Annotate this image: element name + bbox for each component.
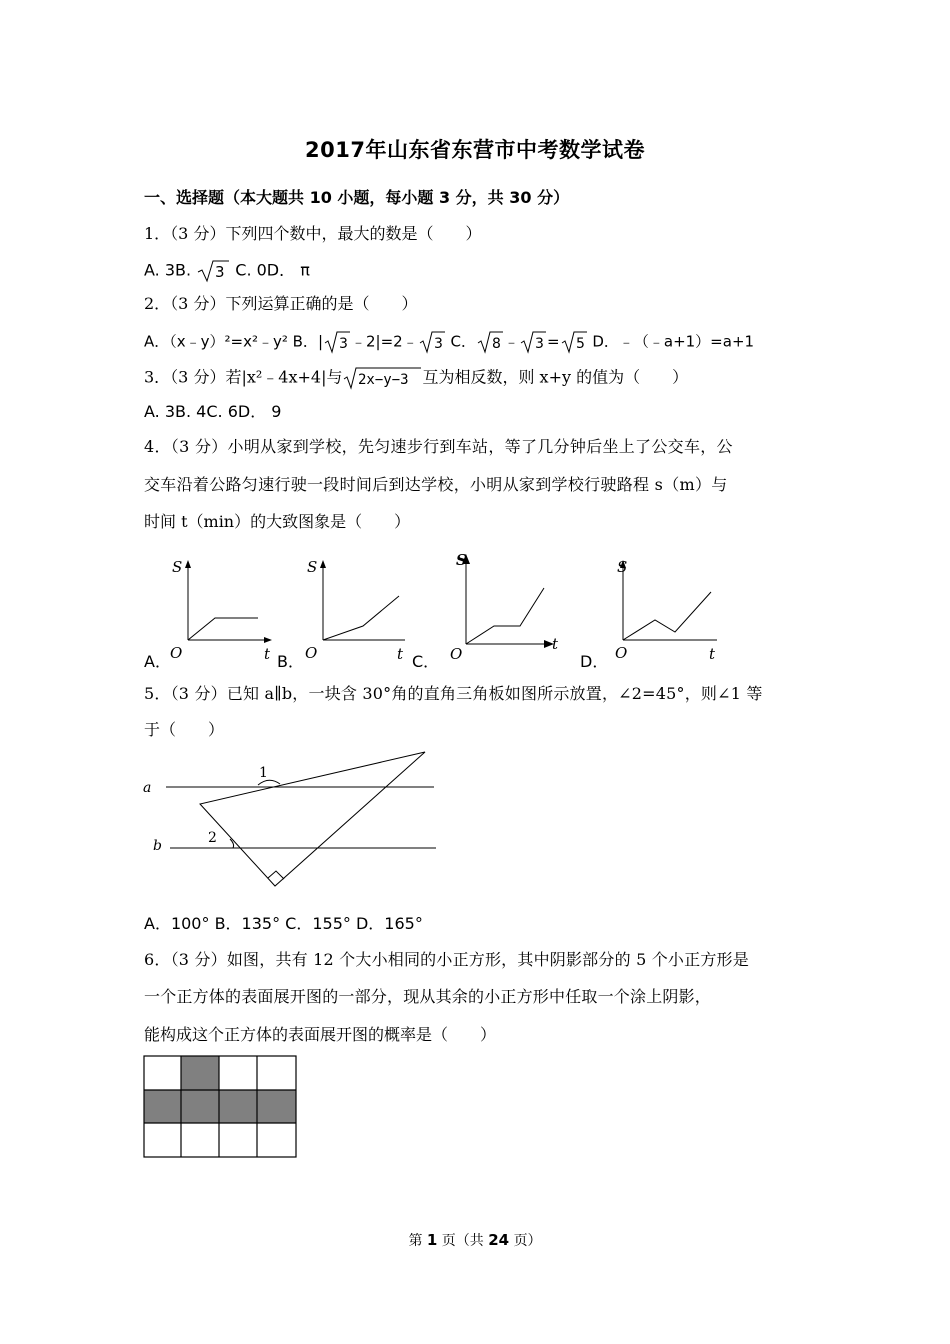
shaded-square <box>144 1090 181 1123</box>
footer-pre: 第 <box>408 1233 423 1249</box>
footer-total-pages: 24 <box>488 1231 510 1249</box>
page-title: 2017年山东省东营市中考数学试卷 <box>305 138 645 162</box>
section-heading: 一、选择题（本大题共 10 小题，每小题 3 分，共 30 分） <box>144 188 570 207</box>
axis-t-label: t <box>264 645 271 663</box>
axis-s-label: S <box>456 551 467 569</box>
question-6-line-1: 6．（3 分）如图，共有 12 个大小相同的小正方形，其中阴影部分的 5 个小正方形是 <box>144 950 749 969</box>
line-a-label: a <box>143 780 152 796</box>
question-4-line-1: 4．（3 分）小明从家到学校，先匀速步行到车站，等了几分钟后坐上了公交车，公 <box>144 437 733 456</box>
abs-close: ﹣2|=2﹣ <box>351 332 418 351</box>
graph-c <box>440 546 565 666</box>
q3-stem-pre: 3．（3 分）若|x²﹣4x+4|与 <box>144 367 343 387</box>
q2-option-d: D．﹣（﹣a+1）=a+1 <box>587 332 755 351</box>
line-b-label: b <box>153 838 162 854</box>
question-2-options <box>144 330 754 354</box>
graph-a <box>160 552 275 667</box>
q2-option-a: A．（x﹣y）²=x²﹣y² B． <box>144 332 318 351</box>
graph-line <box>623 592 711 640</box>
origin-label: O <box>450 645 463 663</box>
shaded-square <box>181 1056 219 1090</box>
origin-label: O <box>615 644 628 662</box>
origin-label: O <box>305 644 318 662</box>
q2-option-c: C． <box>445 332 476 351</box>
abs-open: | <box>317 332 323 351</box>
axis-s-label: S <box>307 558 318 576</box>
q3-stem-post: 互为相反数，则 x+y 的值为（ ） <box>422 367 689 387</box>
q1-option-rest: C. 0D． π <box>235 260 310 280</box>
sqrt-icon <box>418 330 446 354</box>
angle-2-label: 2 <box>208 830 217 846</box>
arrow-icon <box>264 637 272 643</box>
shaded-square <box>181 1090 219 1123</box>
graph-c-label: C． <box>412 652 440 671</box>
question-4-line-3: 时间 t（min）的大致图象是（ ） <box>144 512 411 531</box>
axis-s-label: S <box>172 558 183 576</box>
question-5-line-2: 于（ ） <box>144 720 225 739</box>
triangle-figure <box>138 745 448 895</box>
question-3-stem <box>144 366 688 390</box>
axis-t-label: t <box>709 645 716 663</box>
radicand: 3 <box>534 336 544 352</box>
radicand: 5 <box>575 336 585 352</box>
sqrt-icon <box>476 330 504 354</box>
grid-figure <box>143 1055 299 1159</box>
graph-line <box>466 588 544 644</box>
sqrt-icon <box>560 330 588 354</box>
angle-1-label: 1 <box>259 765 268 781</box>
question-2-stem: 2．（3 分）下列运算正确的是（ ） <box>144 294 418 313</box>
graph-a-label: A． <box>144 652 171 671</box>
minus-sign: ﹣ <box>503 332 519 351</box>
q1-option-a: A. 3B. <box>144 260 192 280</box>
axis-t-label: t <box>552 635 559 653</box>
sqrt-icon <box>196 259 230 283</box>
graph-d <box>605 552 725 667</box>
radicand: 3 <box>433 336 443 352</box>
radicand: 3 <box>215 263 225 281</box>
shaded-square <box>219 1090 257 1123</box>
question-4-line-2: 交车沿着公路匀速行驶一段时间后到达学校，小明从家到学校行驶路程 s（m）与 <box>144 475 728 494</box>
question-6-line-2: 一个正方体的表面展开图的一部分，现从其余的小正方形中任取一个涂上阴影， <box>144 987 712 1006</box>
footer-mid: 页（共 <box>441 1233 484 1249</box>
graph-d-label: D． <box>580 652 609 671</box>
sqrt-icon <box>323 330 351 354</box>
footer-post: 页） <box>513 1233 542 1249</box>
right-angle-mark <box>268 871 284 879</box>
axis-s-label: S <box>617 558 628 576</box>
sqrt-icon <box>519 330 547 354</box>
sqrt-icon <box>342 366 422 390</box>
graph-b <box>295 552 415 667</box>
question-1-options <box>144 259 310 283</box>
question-5-line-1: 5．（3 分）已知 a∥b，一块含 30°角的直角三角板如图所示放置，∠2=45°，则∠1 等 <box>144 684 763 703</box>
origin-label: O <box>170 644 183 662</box>
radicand: 2x−y−3 <box>358 372 410 388</box>
axis-t-label: t <box>397 645 404 663</box>
page-footer <box>0 1230 950 1250</box>
graph-b-label: B． <box>277 652 304 671</box>
question-3-options: A. 3B. 4C. 6D． 9 <box>144 402 282 421</box>
arrow-icon <box>320 560 326 568</box>
graph-line <box>323 596 399 640</box>
radicand: 3 <box>339 336 348 352</box>
footer-page-number: 1 <box>426 1231 438 1249</box>
shaded-square <box>257 1090 296 1123</box>
question-6-line-3: 能构成这个正方体的表面展开图的概率是（ ） <box>144 1025 497 1044</box>
graph-line <box>188 618 258 640</box>
question-5-options: A．100° B．135° C．155° D．165° <box>144 914 423 933</box>
equal-sign: = <box>546 332 560 351</box>
radicand: 8 <box>491 336 501 352</box>
set-square <box>200 752 425 886</box>
question-1-stem: 1．（3 分）下列四个数中，最大的数是（ ） <box>144 224 482 243</box>
arrow-icon <box>185 560 191 568</box>
